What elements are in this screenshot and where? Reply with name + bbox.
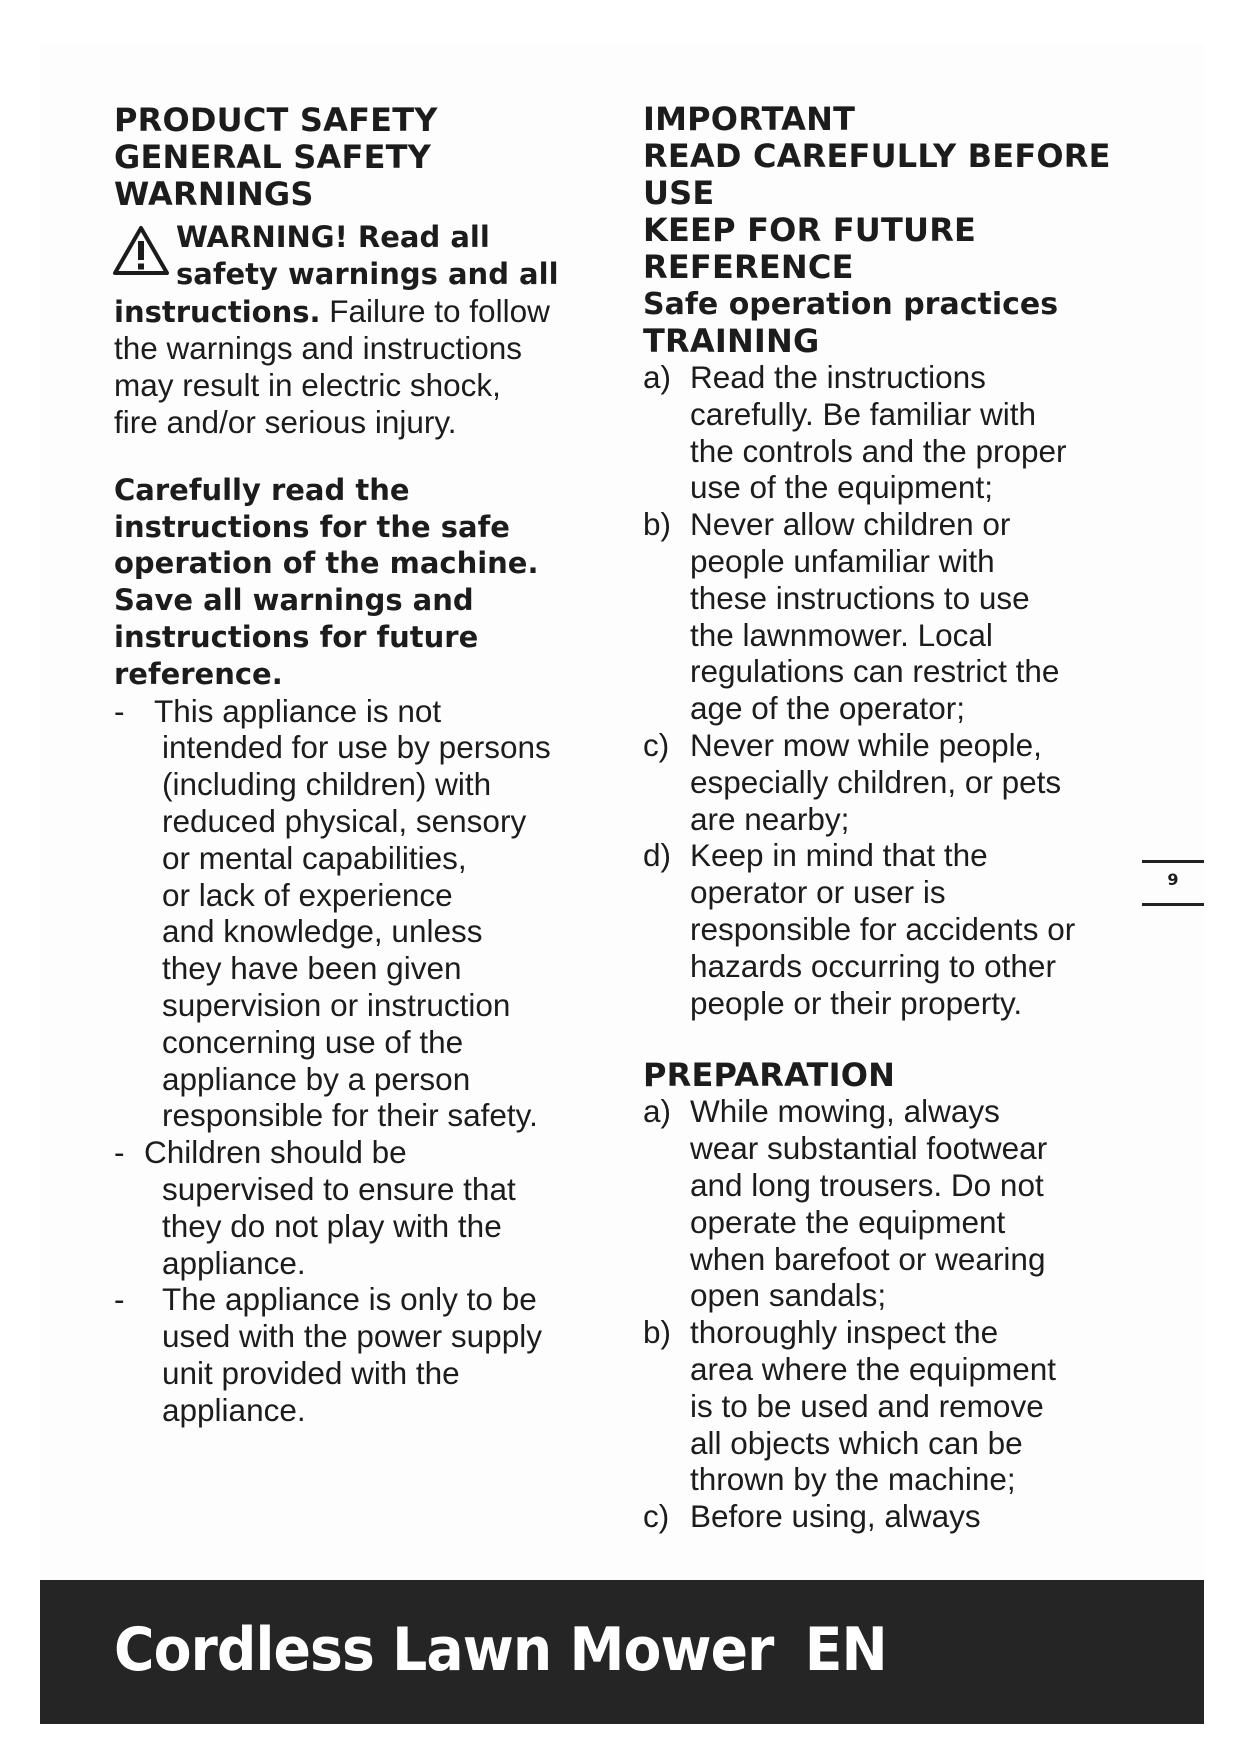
list-marker: d) (643, 837, 672, 874)
heading-line: READ CAREFULLY BEFORE (643, 137, 1111, 175)
text-line: people or their property. (690, 984, 1023, 1021)
text-line: area where the equipment (690, 1350, 1056, 1387)
text-line: are nearby; (690, 800, 850, 837)
warning-line (114, 293, 614, 331)
text-line: especially children, or pets (690, 763, 1062, 800)
bullet-marker: - (114, 1134, 125, 1171)
list-item (114, 1134, 614, 1281)
subheading: Safe operation practices (643, 287, 1059, 322)
text-line: regulations can restrict the (690, 653, 1060, 690)
text-line: intended for use by persons (162, 729, 551, 766)
text-line: thoroughly inspect the (690, 1314, 999, 1351)
text-line: open sandals; (690, 1277, 887, 1314)
text-line: While mowing, always (690, 1093, 1000, 1130)
text-line: appliance. (162, 1391, 306, 1428)
text-line: when barefoot or wearing (690, 1240, 1046, 1277)
text-line: hazards occurring to other (690, 947, 1056, 984)
list-marker: c) (643, 726, 670, 763)
text-line: concerning use of the (162, 1023, 464, 1060)
text-line: and knowledge, unless (162, 913, 483, 950)
text-line: operation of the machine. (114, 546, 539, 581)
text-line: they have been given (162, 950, 462, 987)
text-line: the controls and the proper (690, 432, 1067, 469)
text-line: operate the equipment (690, 1203, 1006, 1240)
warning-line: WARNING! Read all (176, 220, 490, 254)
list-marker: a) (643, 1093, 672, 1130)
training-title: TRAINING (643, 322, 820, 360)
text-line: Never allow children or (690, 506, 1011, 543)
text-line: reduced physical, sensory (162, 802, 527, 839)
text-line: all objects which can be (690, 1424, 1023, 1461)
text-line: operator or user is (690, 874, 946, 911)
text-line: Read the instructions (690, 359, 986, 395)
text-line: supervised to ensure that (162, 1170, 516, 1207)
warning-line: safety warnings and all (176, 256, 559, 291)
text-line: these instructions to use (690, 579, 1030, 616)
page-tab-top-rule (1142, 860, 1204, 863)
text-line: The appliance is only to be (162, 1281, 537, 1318)
list-item (643, 837, 1143, 1021)
product-name: Cordless Lawn Mower (114, 1615, 774, 1685)
text-line: responsible for accidents or (690, 910, 1076, 947)
preparation-title: PREPARATION (643, 1056, 896, 1095)
text-line: responsible for their safety. (162, 1097, 538, 1134)
text-line: reference. (114, 656, 283, 691)
warning-body (114, 330, 614, 440)
text-line: instructions for the safe (114, 509, 510, 544)
text-line: used with the power supply (162, 1318, 542, 1355)
bullet-marker: - (114, 692, 125, 729)
text-line: and long trousers. Do not (690, 1166, 1044, 1203)
list-item (643, 727, 1143, 837)
right-column (643, 101, 1143, 1535)
text-line: the lawnmower. Local (690, 616, 993, 653)
section-heading (114, 102, 614, 213)
text-line: appliance. (162, 1244, 306, 1281)
list-item (114, 693, 614, 1135)
list-item (114, 1281, 614, 1428)
heading-line: PRODUCT SAFETY (114, 101, 438, 139)
text-line: the warnings and instructions (114, 330, 522, 367)
language-code: EN (804, 1615, 887, 1685)
text-line: may result in electric shock, (114, 367, 501, 404)
text-line: they do not play with the (162, 1207, 502, 1244)
warning-block (114, 219, 614, 441)
text-line: instructions for future (114, 619, 479, 654)
text-line: people unfamiliar with (690, 542, 995, 579)
heading-line: WARNINGS (114, 175, 314, 213)
text-line: unit provided with the (162, 1354, 460, 1391)
warning-triangle-icon (112, 225, 170, 277)
text-line: Never mow while people, (690, 726, 1042, 763)
warning-text: Failure to follow (320, 292, 550, 329)
text-line: Before using, always (690, 1498, 981, 1535)
footer-bar (40, 1580, 1204, 1724)
text-line: Keep in mind that the (690, 837, 988, 874)
list-marker: b) (643, 506, 672, 543)
text-line: appliance by a person (162, 1060, 471, 1097)
text-line: Save all warnings and (114, 583, 474, 618)
text-line: fire and/or serious injury. (114, 403, 457, 440)
text-line: (including children) with (162, 766, 492, 803)
warning-bold: instructions. (114, 294, 321, 329)
text-line: supervision or instruction (162, 986, 511, 1023)
list-item (643, 1498, 1143, 1535)
page-number: 9 (1167, 870, 1179, 889)
list-marker: a) (643, 359, 672, 395)
list-item (643, 506, 1143, 727)
bullet-marker: - (114, 1281, 125, 1318)
list-item (643, 359, 1143, 506)
text-line: Carefully read the (114, 472, 410, 507)
careful-read-notice (114, 472, 614, 693)
heading-line: GENERAL SAFETY (114, 138, 432, 176)
list-marker: c) (643, 1498, 670, 1535)
section-heading (643, 101, 1143, 286)
heading-line: USE (643, 174, 715, 212)
left-column (114, 102, 614, 1429)
heading-line: IMPORTANT (643, 100, 856, 138)
list-item (643, 1093, 1143, 1314)
text-line: age of the operator; (690, 690, 965, 727)
text-line: carefully. Be familiar with (690, 395, 1037, 432)
text-line: thrown by the machine; (690, 1461, 1016, 1498)
text-line: use of the equipment; (690, 469, 993, 506)
text-line: or lack of experience (162, 876, 453, 913)
heading-line: KEEP FOR FUTURE (643, 211, 977, 249)
bullet-list (114, 693, 614, 1429)
text-line: This appliance is not (154, 692, 442, 729)
footer-title (114, 1610, 887, 1690)
training-list (643, 359, 1143, 1021)
list-marker: b) (643, 1314, 672, 1351)
heading-line: REFERENCE (643, 248, 854, 286)
text-line: wear substantial footwear (690, 1130, 1048, 1167)
list-item (643, 1314, 1143, 1498)
text-line: or mental capabilities, (162, 839, 467, 876)
preparation-list (643, 1093, 1143, 1535)
text-line: is to be used and remove (690, 1387, 1044, 1424)
text-line: Children should be (144, 1134, 407, 1171)
page-tab-bottom-rule (1142, 903, 1204, 906)
